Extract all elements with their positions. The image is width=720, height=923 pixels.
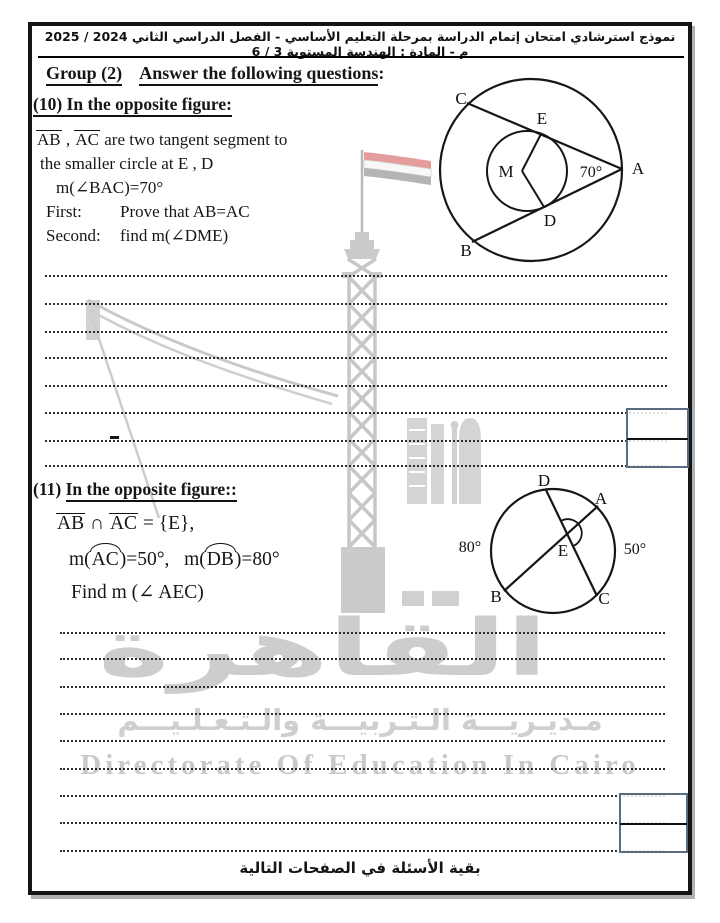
gap: [169, 549, 184, 570]
answer-line: [45, 357, 667, 359]
q10-number: (10): [33, 94, 67, 114]
q10-figure: [420, 76, 700, 268]
label-C: C: [455, 89, 467, 108]
q10-heading-underlined: [33, 94, 232, 117]
q11-number: (11): [33, 479, 66, 499]
answer-line: [60, 850, 665, 852]
second-text: find m(∠DME): [120, 226, 229, 245]
group-prompt: Answer the following questions: [139, 63, 378, 86]
group-heading: [46, 63, 384, 84]
chord-AB: [504, 506, 598, 591]
group-colon: :: [378, 63, 385, 83]
q10-first: [36, 200, 381, 224]
q11-heading: [33, 479, 237, 500]
answer-line: [45, 412, 667, 414]
label-A: A: [594, 489, 608, 508]
first-label: First:: [46, 202, 82, 221]
label-E: E: [536, 109, 548, 128]
answer-line: [60, 768, 665, 770]
q11-title: In the opposite figure::: [66, 479, 237, 502]
exam-header: نموذج استرشادي امتحان إتمام الدراسة بمرحلة التعليم الأساسي - الفصل الدراسي الثاني 2024 / 2025 م - المادة : الهندسة المستوية 3 / 6: [44, 29, 676, 59]
first-text: Prove that AB=AC: [120, 202, 250, 221]
segment-AC: AC: [109, 513, 138, 534]
header-rule: [38, 56, 684, 58]
answer-line: [60, 740, 665, 742]
segment-AB: AB: [37, 130, 61, 149]
watermark-ministry-text: مـديـريـــة الـتـربيـــة والـتـعـلـيـــم: [117, 703, 603, 737]
q10-line2: the smaller circle at E , D: [40, 154, 214, 173]
label-A: A: [631, 159, 645, 178]
answer-line: [60, 713, 665, 715]
score-box-divider: [627, 438, 688, 440]
watermark-directorate-text: Directorate Of Education In Cairo: [80, 749, 640, 781]
arc-DB: DB: [206, 549, 234, 570]
second-label: Second:: [46, 226, 101, 245]
spacer: [127, 63, 136, 83]
q11-figure: [440, 472, 700, 630]
label-B: B: [490, 587, 502, 606]
label-E: E: [557, 541, 569, 560]
radius-MD: [522, 171, 544, 207]
group-label: Group (2): [46, 63, 122, 86]
segment-AC: AC: [75, 130, 99, 149]
m1-post: )=50°,: [119, 549, 170, 570]
stray-ink-mark: [110, 436, 119, 439]
q11-line2: [69, 549, 280, 571]
q11-line1: [56, 513, 194, 535]
sep: ,: [61, 130, 75, 149]
q10-second: [36, 224, 381, 248]
m2-pre: m(: [184, 549, 206, 570]
label-angle-80: 80°: [458, 539, 482, 556]
label-B: B: [460, 241, 472, 260]
q11-eq: = {E},: [138, 513, 195, 534]
answer-line: [60, 686, 665, 688]
m2-post: )=80°: [234, 549, 280, 570]
label-angle-70: 70°: [579, 164, 603, 181]
label-M: M: [498, 162, 514, 181]
m1-pre: m(: [69, 549, 91, 570]
answer-line: [45, 331, 667, 333]
answer-line: [45, 385, 667, 387]
answer-line: [60, 795, 665, 797]
answer-line: [60, 658, 665, 660]
answer-line: [45, 275, 667, 277]
q10-line1: [36, 128, 381, 152]
answer-line: [45, 465, 667, 467]
intersection-symbol: ∩: [85, 513, 109, 534]
answer-line: [45, 440, 667, 442]
segment-AB: AB: [57, 513, 85, 534]
footer-note: بقية الأسئلة في الصفحات التالية: [239, 859, 481, 877]
answer-line: [45, 303, 667, 305]
score-box: [626, 408, 689, 468]
q10-line1-rest: are two tangent segment to: [100, 130, 288, 149]
answer-line: [60, 822, 665, 824]
answer-line: [60, 632, 665, 634]
score-box-divider: [620, 823, 687, 825]
label-D: D: [543, 211, 557, 230]
q10-line3: m(∠BAC)=70°: [56, 178, 164, 197]
label-angle-50: 50°: [623, 541, 647, 558]
q10-heading: [33, 94, 232, 115]
label-C: C: [598, 589, 610, 608]
arc-AC: AC: [91, 549, 119, 570]
q10-body: [36, 128, 381, 248]
chord-DC: [546, 490, 597, 596]
q11-line3: Find m (∠ AEC): [71, 582, 204, 603]
q10-title: In the opposite figure:: [66, 94, 232, 114]
label-D: D: [537, 472, 551, 490]
watermark-city-text: القاهرة: [98, 604, 548, 694]
radius-ME: [522, 134, 541, 171]
score-box: [619, 793, 688, 853]
